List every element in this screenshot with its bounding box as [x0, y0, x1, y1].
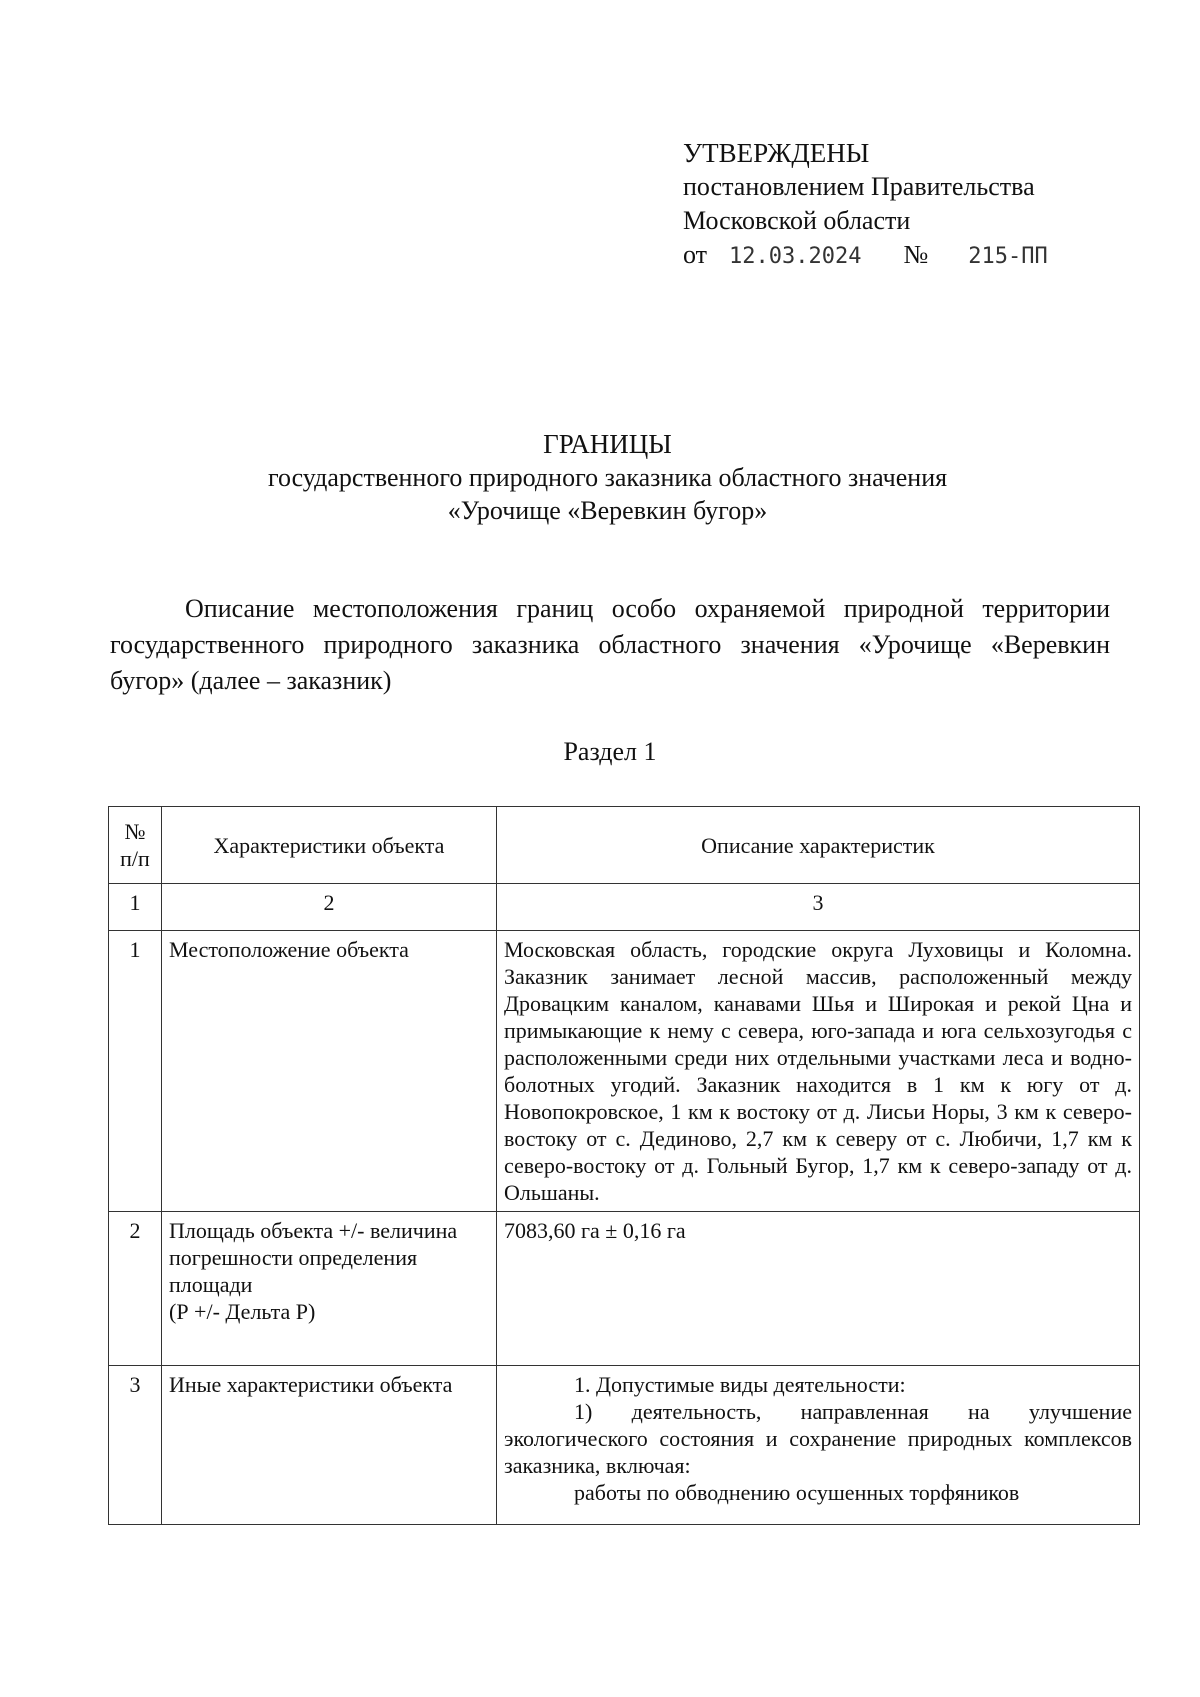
approval-date: 12.03.2024: [729, 244, 862, 269]
intro-paragraph: Описание местоположения границ особо охраняемой природной территории государственного природного заказника областного значения «Урочище «Веревкин бугор» (далее – заказник): [110, 594, 1110, 695]
row-number: 3: [109, 1366, 162, 1525]
date-prefix: от: [683, 240, 708, 269]
header-description: Описание характеристик: [497, 807, 1140, 884]
row-description-cell: [497, 1366, 1140, 1525]
table-header-row: [109, 807, 1140, 884]
table-row: [109, 1212, 1140, 1366]
approval-line-1: постановлением Правительства: [683, 172, 1035, 201]
column-number-1: 1: [109, 884, 162, 931]
row-description: 7083,60 га ± 0,16 га: [497, 1212, 1140, 1366]
characteristics-table: [108, 806, 1140, 1525]
header-characteristics: Характеристики объекта: [162, 807, 497, 884]
document-heading: [0, 428, 1200, 527]
column-number-2: 2: [162, 884, 497, 931]
row-number: 1: [109, 931, 162, 1212]
table-row: [109, 931, 1140, 1212]
row-description: Московская область, городские округа Луховицы и Коломна. Заказник занимает лесной массив, расположенный между Дровацким каналом, канавами Шья и Широкая и рекой Цна и примыкающие к нему с севера, юго-запада и юга сельхозугодья с расположенными среди них отдельными участками леса и водно-болотных угодий. Заказник находится в 1 км к югу от д. Новопокровское, 1 км к востоку от д. Лисьи Норы, 3 км к северо-востоку от с. Дединово, 2,7 км к северу от с. Любичи, 1,7 км к северо-востоку от д. Гольный Бугор, 1,7 км к северо-западу от д. Ольшаны.: [497, 931, 1140, 1212]
row-characteristic: Местоположение объекта: [162, 931, 497, 1212]
row-characteristic: Иные характеристики объекта: [162, 1366, 497, 1525]
heading-main: ГРАНИЦЫ: [543, 429, 672, 459]
column-number-3: 3: [497, 884, 1140, 931]
section-title: Раздел 1: [563, 737, 657, 766]
header-number: № п/п: [109, 807, 162, 884]
table-column-numbers-row: [109, 884, 1140, 931]
description-paragraph: 1. Допустимые виды деятельности:: [574, 1372, 906, 1397]
row-characteristic-extra: (Р +/- Дельта Р): [169, 1299, 316, 1324]
description-paragraph: 1) деятельность, направленная на улучшение экологического состояния и сохранение природных комплексов заказника, включая:: [504, 1399, 1132, 1478]
approval-number: 215-ПП: [968, 244, 1048, 269]
approval-block: [683, 136, 1048, 274]
row-characteristic: Площадь объекта +/- величина погрешности определения площади: [169, 1218, 458, 1297]
table-row: [109, 1366, 1140, 1525]
number-sign: №: [903, 240, 929, 269]
row-number: 2: [109, 1212, 162, 1366]
approval-line-2: Московской области: [683, 206, 911, 235]
approval-date-line: [683, 238, 1048, 274]
approval-title: УТВЕРЖДЕНЫ: [683, 138, 870, 168]
heading-line-2: «Урочище «Веревкин бугор»: [447, 496, 768, 525]
row-characteristic-cell: [162, 1212, 497, 1366]
description-paragraph: работы по обводнению осушенных торфяников: [574, 1480, 1020, 1505]
heading-line-1: государственного природного заказника областного значения: [267, 463, 948, 492]
